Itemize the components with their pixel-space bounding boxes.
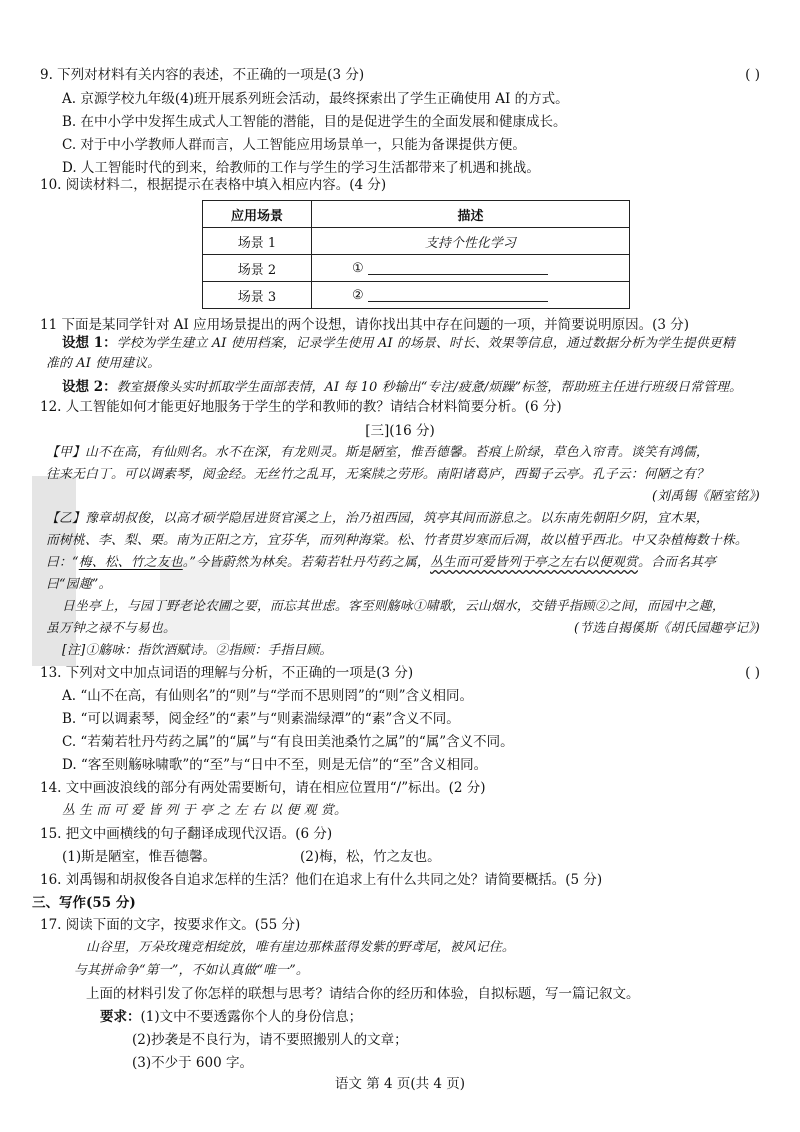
- text-yi-line-6: 虽万钟之禄不与易也。: [46, 621, 176, 636]
- q13-stem: 13. 下列对文中加点词语的理解与分析，不正确的一项是(3 分): [40, 665, 414, 681]
- q12-stem: 12. 人工智能如何才能更好地服务于学生的学和教师的教？请结合材料简要分析。(6 分): [40, 399, 562, 415]
- q17-material-1: 山谷里，万朵玫瑰竞相绽放，唯有崖边那株蓝得发紫的野鸢尾，被风记住。: [86, 940, 515, 955]
- q14-sentence: 丛 生 而 可 爱 皆 列 于 亭 之 左 右 以 便 观 赏。: [62, 803, 347, 818]
- q9-stem: 9. 下列对材料有关内容的表述，不正确的一项是(3 分): [40, 67, 365, 83]
- q15-item-2: (2)梅，松，竹之友也。: [300, 849, 441, 865]
- q13-option-c: C. “若菊若牡丹芍药之属”的“属”与“有良田美池桑竹之属”的“属”含义不同。: [62, 734, 514, 750]
- text-annotation: [注]①觞咏：指饮酒赋诗。②指顾：手指目顾。: [62, 643, 333, 658]
- table-cell-scene: 场景 3: [203, 282, 312, 309]
- q9-option-d: D. 人工智能时代的到来，给教师的工作与学生的学习生活都带来了机遇和挑战。: [62, 160, 540, 176]
- yi-3-e: 。合而名其亭: [637, 555, 716, 570]
- text-yi-line-2: 而树桃、李、梨、栗。南为正阳之方，宜芬华，而列种海棠。松、竹者贯岁寒而后凋，故以植乎西北。中又杂植梅数十株。: [46, 533, 748, 548]
- text-yi-line-4: 曰“园趣”。: [46, 577, 112, 592]
- idea-2-text: 教室摄像头实时抓取学生面部表情，AI 每 10 秒输出“专注/疲惫/烦躁”标签，帮助班主任进行班级日常管理。: [116, 380, 743, 395]
- table-header-scene: 应用场景: [203, 201, 312, 228]
- q16-stem: 16. 刘禹锡和胡叔俊各自追求怎样的生活？他们在追求上有什么共同之处？请简要概括。(5 分): [40, 872, 603, 888]
- q9-answer-paren: ( ): [745, 67, 760, 83]
- table-row: [203, 228, 630, 255]
- text-yi-source: (节选自揭傒斯《胡氏园趣亭记》): [574, 621, 760, 636]
- page-footer: 语文 第 4 页(共 4 页): [334, 1076, 466, 1092]
- q15-stem: 15. 把文中画横线的句子翻译成现代汉语。(6 分): [40, 826, 333, 842]
- table-header-desc: 描述: [312, 201, 630, 228]
- yi-underlined-sentence: 梅、松、竹之友也: [78, 555, 183, 570]
- q14-stem: 14. 文中画波浪线的部分有两处需要断句，请在相应位置用“/”标出。(2 分): [40, 780, 486, 796]
- q17-requirement-2: (2)抄袭是不良行为，请不要照搬别人的文章；: [132, 1032, 408, 1048]
- q15-item-1: (1)斯是陋室，惟吾德馨。: [62, 849, 217, 865]
- answer-blank-line: [368, 289, 548, 302]
- q11-idea-1: [62, 334, 735, 353]
- table-cell-answer-blank[interactable]: [312, 255, 630, 282]
- text-yi-line-5: 日坐亭上，与园丁野老论农圃之要，而忘其世虑。客至则觞咏①啸歌，云山烟水，交错乎指顾②之间，而园中之趣，: [62, 599, 725, 614]
- q17-prompt: 上面的材料引发了你怎样的联想与思考？请结合你的经历和体验，自拟标题，写一篇记叙文。: [86, 986, 640, 1002]
- text-yi-line-1: 【乙】豫章胡叔俊，以高才硕学隐居进贤官溪之上，治乃祖西园，筑亭其间而游息之。以东南先朝阳夕阴，宜木果，: [46, 511, 709, 526]
- text-jia-line-2: 往来无白丁。可以调素琴，阅金经。无丝竹之乱耳，无案牍之劳形。南阳诸葛庐，西蜀子云亭。孔子云：何陋之有？: [46, 467, 709, 482]
- text-yi-line-3: [46, 554, 716, 572]
- q13-answer-paren: ( ): [745, 665, 760, 681]
- q9-option-b: B. 在中小学中发挥生成式人工智能的潜能，目的是促进学生的全面发展和健康成长。: [62, 114, 567, 130]
- q13-option-a: A. “山不在高，有仙则名”的“则”与“学而不思则罔”的“则”含义相同。: [62, 688, 474, 704]
- q11-idea-1-cont: 准的 AI 使用建议。: [46, 356, 161, 371]
- q11-idea-2: [62, 378, 742, 397]
- answer-marker: ②: [352, 287, 364, 303]
- section-3-title: [三](16 分): [365, 423, 435, 439]
- q10-table: [202, 200, 630, 309]
- q10-stem: 10. 阅读材料二，根据提示在表格中填入相应内容。(4 分): [40, 177, 387, 193]
- requirement-label: 要求：: [100, 1009, 141, 1025]
- idea-1-label: 设想 1：: [62, 335, 117, 351]
- section-writing-title: 三、写作(55 分): [32, 895, 136, 911]
- idea-2-label: 设想 2：: [62, 379, 117, 395]
- q9-option-c: C. 对于中小学教师人群而言，人工智能应用场景单一，只能为备课提供方便。: [62, 137, 526, 153]
- requirement-1-text: (1)文中不要透露你个人的身份信息；: [140, 1009, 363, 1025]
- q9-option-a: A. 京源学校九年级(4)班开展系列班会活动，最终探索出了学生正确使用 AI 的方式。: [62, 91, 569, 107]
- answer-marker: ①: [352, 260, 364, 276]
- q13-option-d: D. “客至则觞咏啸歌”的“至”与“日中不至，则是无信”的“至”含义相同。: [62, 757, 488, 773]
- text-jia-line-1: 【甲】山不在高，有仙则名。水不在深，有龙则灵。斯是陋室，惟吾德馨。苔痕上阶绿，草色入帘青。谈笑有鸿儒，: [46, 445, 709, 460]
- idea-1-text: 学校为学生建立 AI 使用档案，记录学生使用 AI 的场景、时长、效果等信息，通过数据分析为学生提供更精: [116, 336, 735, 351]
- table-cell-answer-blank[interactable]: [312, 282, 630, 309]
- q13-option-b: B. “可以调素琴，阅金经”的“素”与“则素湍绿潭”的“素”含义不同。: [62, 711, 460, 727]
- q17-requirement-3: (3)不少于 600 字。: [132, 1055, 253, 1071]
- table-row: [203, 282, 630, 309]
- table-row: [203, 255, 630, 282]
- q17-material-2: 与其拼命争“第一”，不如认真做“唯一”。: [74, 963, 309, 978]
- table-cell-scene: 场景 2: [203, 255, 312, 282]
- yi-3-c: 。”今皆蔚然为林矣。若菊若牡丹芍药之属，: [182, 555, 431, 570]
- text-jia-source: (刘禹锡《陋室铭》): [652, 489, 760, 504]
- answer-blank-line: [368, 262, 548, 275]
- q11-stem: 11 下面是某同学针对 AI 应用场景提出的两个设想，请你找出其中存在问题的一项，并简要说明原因。(3 分): [40, 317, 690, 333]
- table-cell-desc: 支持个性化学习: [312, 228, 630, 255]
- q17-requirement-1: [100, 1008, 362, 1026]
- table-cell-scene: 场景 1: [203, 228, 312, 255]
- yi-3-a: 曰：“: [46, 555, 79, 570]
- yi-wavy-sentence: 丛生而可爱皆列于亭之左右以便观赏: [430, 555, 638, 570]
- q17-stem: 17. 阅读下面的文字，按要求作文。(55 分): [40, 917, 301, 933]
- table-header-row: [203, 201, 630, 228]
